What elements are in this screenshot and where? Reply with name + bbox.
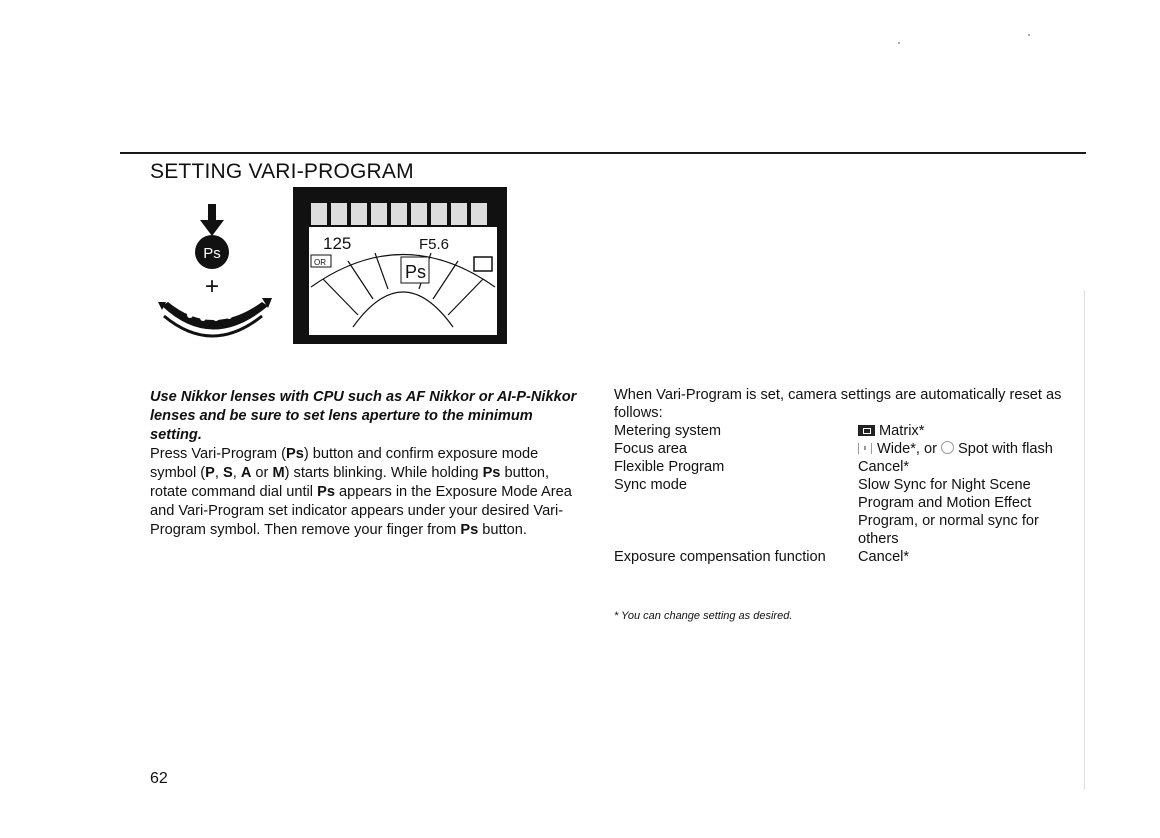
lcd-shutter: 125: [323, 234, 352, 253]
footnote: * You can change setting as desired.: [614, 610, 793, 622]
page-title: SETTING VARI-PROGRAM: [150, 160, 414, 183]
settings-value: Cancel*: [858, 459, 910, 475]
lcd-aperture: F5.6: [419, 236, 450, 253]
ps-button-label: Ps: [203, 245, 221, 262]
lens-warning: Use Nikkor lenses with CPU such as AF Nikkor or AI-P-Nikkor lenses and be sure to set lens aperture to the minimum setting.: [150, 389, 577, 443]
settings-value: Matrix*: [858, 422, 1068, 440]
margin-line: [1084, 290, 1085, 790]
speck: [1028, 34, 1030, 36]
right-column: [614, 386, 1074, 566]
button-dial-illustration: [150, 198, 280, 348]
settings-label: Flexible Program: [614, 459, 725, 475]
spot-area-icon: [941, 441, 954, 454]
command-dial-icon: [158, 298, 272, 336]
settings-table: [614, 422, 1074, 566]
settings-value: Slow Sync for Night Scene Program and Motion Effect Program, or normal sync for others: [858, 477, 1039, 547]
wide-area-icon: [858, 443, 872, 454]
settings-value: Cancel*: [858, 549, 910, 565]
page-number: 62: [150, 770, 168, 787]
lcd-indicator: OR: [314, 258, 326, 267]
lcd-panel-illustration: [293, 187, 507, 344]
settings-label: Metering system: [614, 423, 722, 439]
header-rule: [120, 152, 1086, 154]
speck: [898, 42, 900, 44]
reset-intro: When Vari-Program is set, camera settings are automatically reset as follows:: [614, 387, 1062, 421]
settings-value: Wide*, or Spot with flash: [858, 440, 1068, 458]
vari-program-symbols: [311, 203, 487, 225]
matrix-icon: [858, 425, 875, 436]
settings-label: Focus area: [614, 441, 688, 457]
settings-label: Exposure compensation function: [614, 549, 826, 565]
settings-label: Sync mode: [614, 477, 688, 493]
ps-button-icon: [195, 235, 229, 269]
lcd-mode: Ps: [405, 262, 427, 282]
plus-sign: +: [204, 273, 220, 300]
down-arrow-icon: [200, 204, 224, 236]
left-column: [150, 388, 580, 540]
instructions-paragraph: Press Vari-Program (Ps) button and confirm exposure mode symbol (P, S, A or M) starts blinking. While holding Ps button, rotate command dial until Ps appears in the Exposure Mode Area and Vari-Program set indicator appears under your desired Vari-Program symbol. Then remove your finger from Ps button.: [150, 446, 572, 538]
